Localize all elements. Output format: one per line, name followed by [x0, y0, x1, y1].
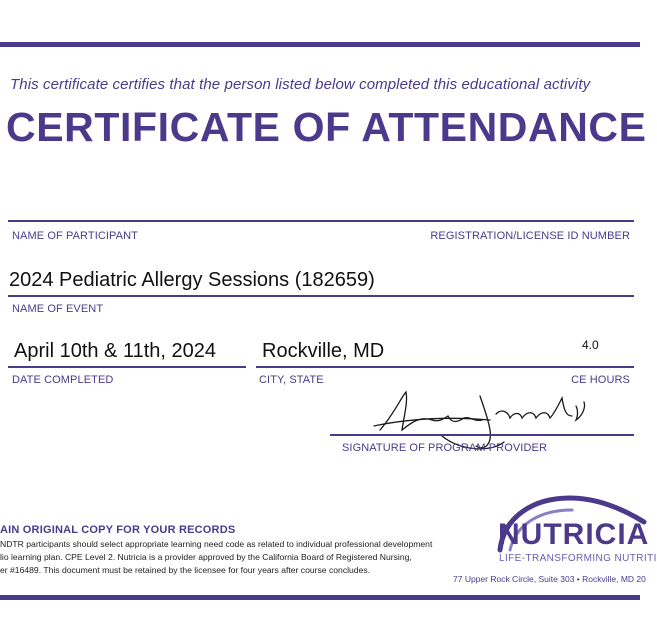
fine-print-line-3: er #16489. This document must be retained by the licensee for four years after course concludes.	[0, 565, 371, 575]
ce-hours-value: 4.0	[582, 338, 599, 352]
event-label: NAME OF EVENT	[12, 303, 104, 315]
city-label: CITY, STATE	[259, 374, 324, 386]
date-completed-value: April 10th & 11th, 2024	[14, 340, 216, 362]
date-rule	[8, 366, 246, 368]
top-border-band	[0, 42, 640, 47]
signature-rule	[330, 434, 634, 436]
event-rule	[8, 295, 634, 297]
date-label: DATE COMPLETED	[12, 374, 114, 386]
nutricia-brand-name: NUTRICIA	[498, 518, 650, 551]
license-label: REGISTRATION/LICENSE ID NUMBER	[430, 230, 630, 242]
fine-print-line-1: NDTR participants should select appropriate learning need code as related to individual professional development	[0, 539, 433, 549]
city-state-value: Rockville, MD	[262, 340, 385, 362]
participant-rule	[8, 220, 634, 222]
keep-copy-notice: AIN ORIGINAL COPY FOR YOUR RECORDS	[0, 524, 236, 536]
certificate-title: CERTIFICATE OF ATTENDANCE	[6, 104, 647, 150]
nutricia-brand-tagline: LIFE-TRANSFORMING NUTRITI	[499, 553, 657, 564]
certificate-tagline: This certificate certifies that the person listed below completed this educational activity	[10, 76, 591, 93]
fine-print-line-2: lio learning plan. CPE Level 2. Nutricia is a provider approved by the California Board of Registered Nursing,	[0, 552, 412, 562]
provider-address: 77 Upper Rock Circle, Suite 303 • Rockville, MD 20	[453, 574, 646, 584]
ce-hours-label: CE HOURS	[571, 374, 630, 386]
city-ce-rule	[256, 366, 634, 368]
participant-label: NAME OF PARTICIPANT	[12, 230, 138, 242]
bottom-border-band	[0, 595, 640, 600]
signature-label: SIGNATURE OF PROGRAM PROVIDER	[342, 442, 547, 454]
event-name-value: 2024 Pediatric Allergy Sessions (182659)	[9, 269, 375, 291]
